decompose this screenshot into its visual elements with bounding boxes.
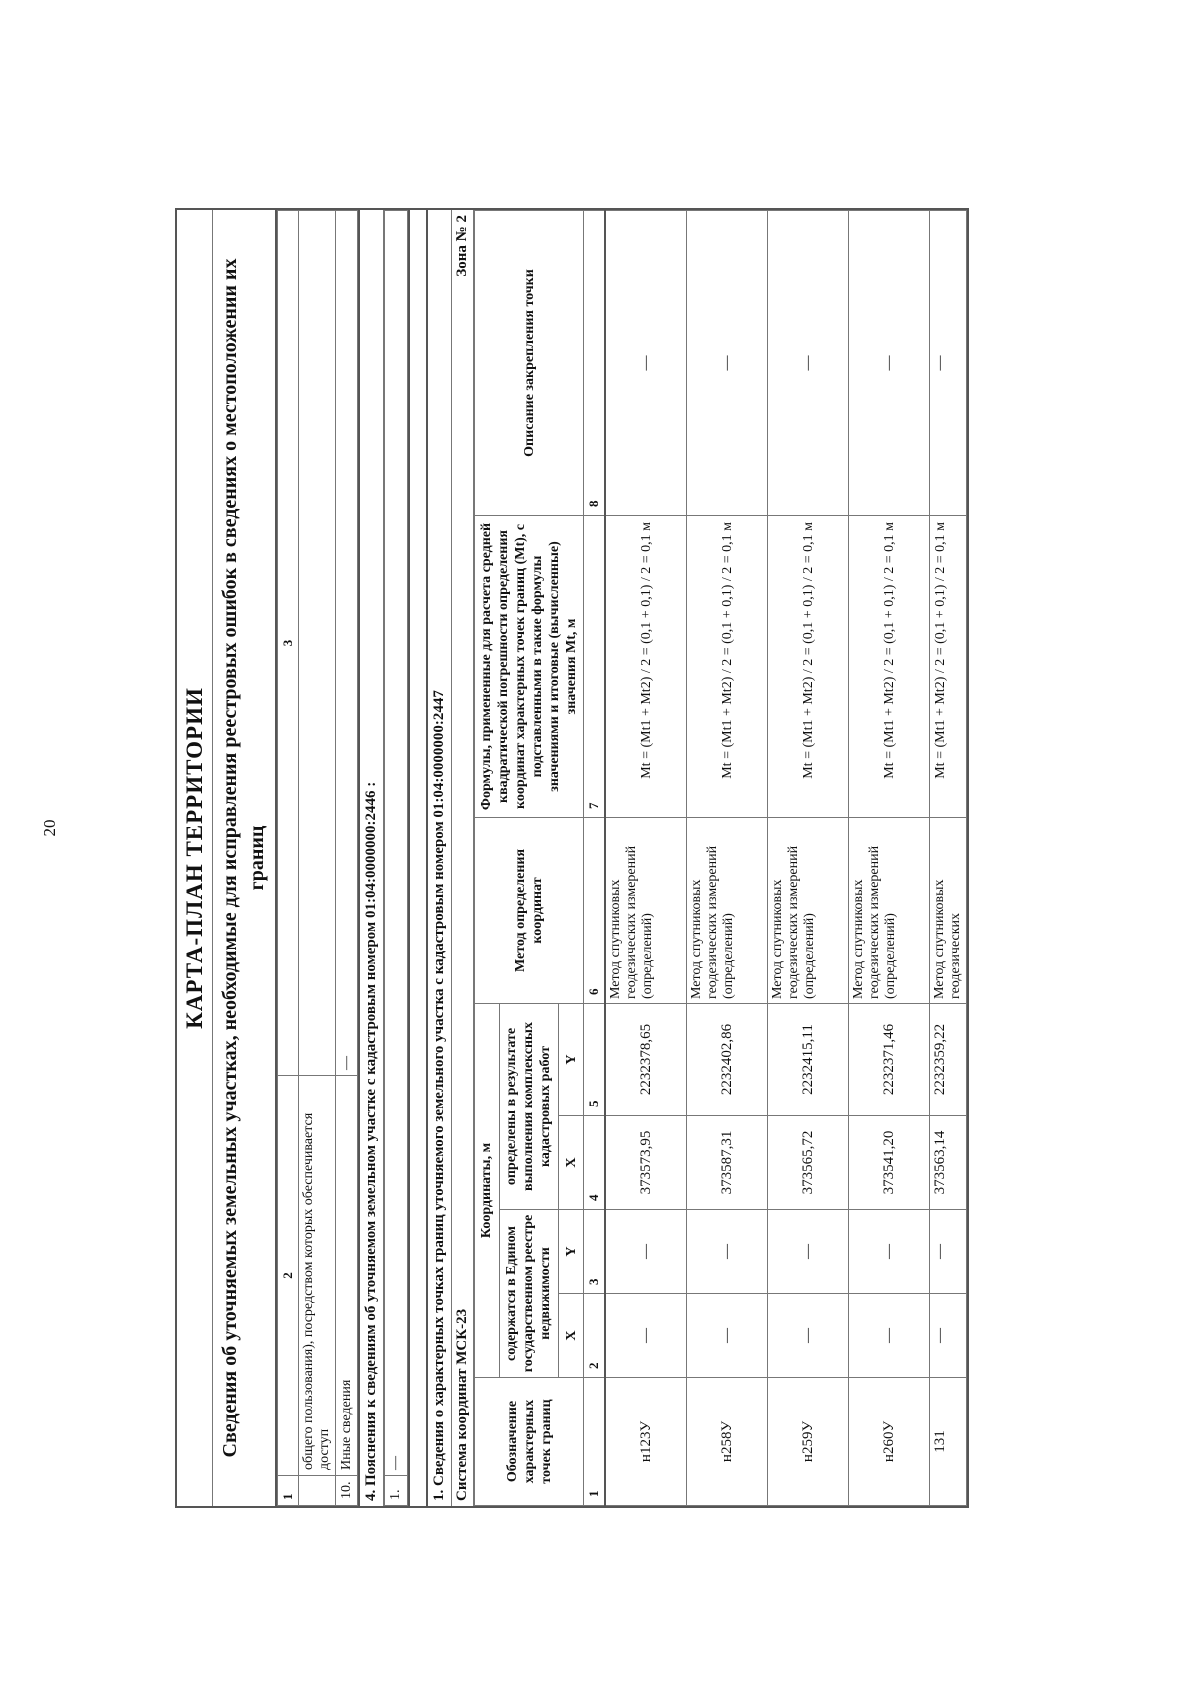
table-row	[768, 211, 849, 1506]
header-egrn: содержатся в Едином государственном реестре недвижимости	[499, 1210, 559, 1378]
row-value	[299, 211, 336, 1076]
header-description: Описание закрепления точки	[475, 211, 584, 516]
description: —	[930, 211, 967, 516]
y-coordinate: 2232371,46	[849, 1003, 930, 1115]
header-kkr: определены в результате выполнения комплексных кадастровых работ	[499, 1003, 559, 1209]
header-y: Y	[559, 1003, 584, 1115]
method: Метод спутниковых геодезических измерений (определений)	[768, 817, 849, 1003]
row-value: —	[336, 211, 358, 1076]
row-number: 10.	[336, 1476, 358, 1506]
coordinate-system-row	[452, 210, 474, 1506]
header-point-designation: Обозначение характерных точек границ	[475, 1378, 584, 1506]
row-text: —	[385, 211, 408, 1476]
point-id: н259У	[768, 1378, 849, 1506]
section-1-title: 1. Сведения о характерных точках границ уточняемого земельного участка с кадастровым номером 01:04:0000000:2447	[428, 210, 452, 1506]
header-cell: 1	[278, 1476, 299, 1506]
section-4-row	[385, 211, 408, 1506]
header-coordinates: Координаты, м	[475, 1003, 500, 1377]
section-divider	[408, 210, 428, 1506]
x-coordinate: 373565,72	[768, 1116, 849, 1210]
document-subtitle: Сведения об уточняемых земельных участках, необходимые для исправления реестровых ошибок в сведениях о местоположении их границ	[213, 210, 277, 1506]
y-egrn: —	[849, 1210, 930, 1294]
description: —	[605, 211, 687, 516]
x-coordinate: 373541,20	[849, 1116, 930, 1210]
y-coordinate: 2232415,11	[768, 1003, 849, 1115]
point-id: н258У	[687, 1378, 768, 1506]
description: —	[687, 211, 768, 516]
method: Метод спутниковых геодезических измерений (определений)	[849, 817, 930, 1003]
header-cell: 3	[278, 211, 299, 1076]
x-egrn: —	[930, 1294, 967, 1378]
table-row	[849, 211, 930, 1506]
section-4-title: 4. Пояснения к сведениям об уточняемом земельном участке с кадастровым номером 01:04:0000000:2446 :	[358, 210, 384, 1506]
y-egrn: —	[768, 1210, 849, 1294]
y-coordinate: 2232402,86	[687, 1003, 768, 1115]
point-id: 131	[930, 1378, 967, 1506]
formula: Mt = (Mt1 + Mt2) / 2 = (0,1 + 0,1) / 2 = 0,1 м	[768, 515, 849, 817]
row-number	[299, 1476, 336, 1506]
row-label: Иные сведения	[336, 1076, 358, 1476]
document-form	[175, 208, 969, 1508]
formula: Mt = (Mt1 + Mt2) / 2 = (0,1 + 0,1) / 2 = 0,1 м	[687, 515, 768, 817]
table-row	[687, 211, 768, 1506]
y-coordinate: 2232359,22	[930, 1003, 967, 1115]
description: —	[768, 211, 849, 516]
formula: Mt = (Mt1 + Mt2) / 2 = (0,1 + 0,1) / 2 = 0,1 м	[849, 515, 930, 817]
header-x: X	[559, 1294, 584, 1378]
column-number-row	[584, 211, 606, 1506]
description: —	[849, 211, 930, 516]
section-3-row	[299, 211, 336, 1506]
section-3-header-row	[278, 211, 299, 1506]
formula: Mt = (Mt1 + Mt2) / 2 = (0,1 + 0,1) / 2 = 0,1 м	[930, 515, 967, 817]
table-row	[605, 211, 687, 1506]
header-y: Y	[559, 1210, 584, 1294]
row-label: общего пользования), посредством которых обеспечивается доступ	[299, 1076, 336, 1476]
point-id: н123У	[605, 1378, 687, 1506]
header-formula: Формулы, примененные для расчета средней квадратической погрешности определения координат характерных точек границ (Mt), с подставленными в такие формулы значениями и итоговые (вычисленные) значения Mt, м	[475, 515, 584, 817]
x-egrn: —	[687, 1294, 768, 1378]
rotated-page-content	[175, 208, 1045, 1508]
header-method: Метод определения координат	[475, 817, 584, 1003]
formula: Mt = (Mt1 + Mt2) / 2 = (0,1 + 0,1) / 2 = 0,1 м	[605, 515, 687, 817]
column-number: 8	[584, 211, 606, 516]
column-number: 1	[584, 1378, 606, 1506]
column-number: 7	[584, 515, 606, 817]
y-coordinate: 2232378,65	[605, 1003, 687, 1115]
document-title: КАРТА-ПЛАН ТЕРРИТОРИИ	[177, 210, 213, 1506]
y-egrn: —	[605, 1210, 687, 1294]
y-egrn: —	[930, 1210, 967, 1294]
column-number: 5	[584, 1003, 606, 1115]
coordinate-system: Система координат МСК-23	[454, 1308, 470, 1501]
header-row-1	[475, 211, 500, 1506]
header-cell: 2	[278, 1076, 299, 1476]
column-number: 4	[584, 1116, 606, 1210]
x-egrn: —	[768, 1294, 849, 1378]
table-row	[930, 211, 967, 1506]
point-id: н260У	[849, 1378, 930, 1506]
y-egrn: —	[687, 1210, 768, 1294]
x-egrn: —	[605, 1294, 687, 1378]
method: Метод спутниковых геодезических	[930, 817, 967, 1003]
page-number: 20	[40, 819, 59, 837]
header-x: X	[559, 1116, 584, 1210]
column-number: 3	[584, 1210, 606, 1294]
column-number: 6	[584, 817, 606, 1003]
x-coordinate: 373573,95	[605, 1116, 687, 1210]
section-4-table	[384, 210, 408, 1506]
zone-label: Зона № 2	[454, 215, 470, 277]
section-3-table	[277, 210, 358, 1506]
x-coordinate: 373587,31	[687, 1116, 768, 1210]
x-coordinate: 373563,14	[930, 1116, 967, 1210]
boundary-points-table	[474, 210, 967, 1506]
x-egrn: —	[849, 1294, 930, 1378]
method: Метод спутниковых геодезических измерений (определений)	[605, 817, 687, 1003]
row-number: 1.	[385, 1476, 408, 1506]
column-number: 2	[584, 1294, 606, 1378]
method: Метод спутниковых геодезических измерений (определений)	[687, 817, 768, 1003]
section-3-row	[336, 211, 358, 1506]
